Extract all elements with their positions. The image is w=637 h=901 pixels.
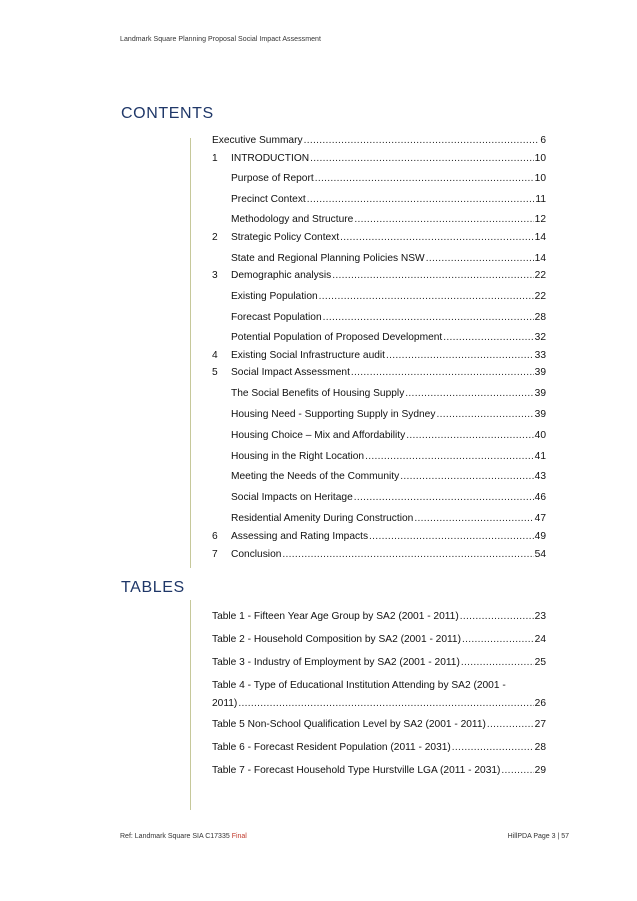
contents-entry[interactable] (212, 231, 546, 245)
contents-entry-number: 6 (212, 531, 218, 542)
contents-dot-leader (340, 231, 534, 245)
contents-entry-page: 49 (534, 531, 546, 542)
contents-entry[interactable] (212, 311, 546, 325)
contents-dot-leader (436, 408, 533, 422)
contents-entry-label: Housing in the Right Location (231, 451, 365, 462)
contents-dot-leader (304, 134, 540, 148)
footer-page-number: HillPDA Page 3 | 57 (507, 833, 569, 840)
tables-dot-leader (452, 741, 534, 755)
contents-entry-label: Housing Need - Supporting Supply in Sydney (231, 409, 436, 420)
tables-dot-leader (460, 610, 534, 624)
contents-entry[interactable] (212, 193, 546, 207)
contents-entry-page: 39 (534, 367, 546, 378)
contents-entry-page: 32 (534, 332, 546, 343)
contents-entry-page: 11 (535, 194, 546, 205)
contents-dot-leader (443, 331, 533, 345)
tables-dot-leader (462, 633, 534, 647)
tables-dot-leader (238, 697, 533, 711)
contents-dot-leader (319, 290, 534, 304)
contents-dot-leader (332, 269, 533, 283)
contents-entry-label: Executive Summary (212, 135, 303, 146)
contents-entry-label: Forecast Population (231, 312, 322, 323)
tables-entry[interactable] (212, 633, 546, 647)
contents-dot-leader (310, 152, 534, 166)
contents-rule (190, 138, 191, 568)
contents-entry-label: Meeting the Needs of the Community (231, 471, 400, 482)
contents-entry[interactable] (212, 134, 546, 148)
footer-reference (120, 833, 247, 840)
contents-entry[interactable] (212, 152, 546, 166)
tables-entry-label: Table 4 - Type of Educational Institution Attending by SA2 (2001 - (212, 680, 506, 691)
contents-entry-page: 46 (534, 492, 546, 503)
contents-entry[interactable] (212, 470, 546, 484)
contents-entry-label: INTRODUCTION (231, 153, 310, 164)
contents-entry-label: Potential Population of Proposed Development (231, 332, 443, 343)
tables-rule (190, 600, 191, 810)
contents-entry-page: 41 (534, 451, 546, 462)
contents-entry-label: Social Impacts on Heritage (231, 492, 353, 503)
contents-entry-label: Existing Social Infrastructure audit (231, 350, 386, 361)
contents-dot-leader (351, 366, 534, 380)
contents-entry[interactable] (212, 252, 546, 266)
tables-entry-continuation[interactable] (212, 697, 546, 711)
contents-entry-number: 5 (212, 367, 218, 378)
contents-entry-number: 4 (212, 350, 218, 361)
tables-entry-label-cont: 2011) (212, 698, 238, 709)
contents-entry-label: Purpose of Report (231, 173, 314, 184)
tables-entry-page: 29 (534, 765, 546, 776)
tables-entry[interactable] (212, 764, 546, 778)
contents-entry[interactable] (212, 429, 546, 443)
tables-entry-page: 27 (534, 719, 546, 730)
tables-entry-page: 28 (534, 742, 546, 753)
contents-entry-page: 47 (534, 513, 546, 524)
contents-entry-page: 14 (534, 232, 546, 243)
contents-entry[interactable] (212, 213, 546, 227)
tables-entry-label: Table 1 - Fifteen Year Age Group by SA2 (2001 - 2011) (212, 611, 459, 622)
contents-entry[interactable] (212, 512, 546, 526)
footer-status: Final (231, 833, 247, 840)
contents-entry-label: Assessing and Rating Impacts (231, 531, 369, 542)
contents-entry-label: The Social Benefits of Housing Supply (231, 388, 405, 399)
contents-entry-label: Demographic analysis (231, 270, 332, 281)
contents-dot-leader (405, 387, 533, 401)
contents-entry-number: 1 (212, 153, 218, 164)
contents-entry-page: 6 (540, 135, 546, 146)
tables-entry[interactable] (212, 610, 546, 624)
contents-entry-page: 43 (534, 471, 546, 482)
contents-entry-label: Conclusion (231, 549, 282, 560)
contents-entry[interactable] (212, 269, 546, 283)
contents-entry[interactable] (212, 530, 546, 544)
contents-entry-page: 22 (534, 270, 546, 281)
contents-entry-page: 33 (534, 350, 546, 361)
contents-entry-label: Residential Amenity During Construction (231, 513, 414, 524)
tables-dot-leader (461, 656, 534, 670)
contents-entry-page: 10 (534, 173, 546, 184)
contents-entry-page: 39 (534, 388, 546, 399)
contents-entry[interactable] (212, 366, 546, 380)
contents-entry-label: Social Impact Assessment (231, 367, 350, 378)
contents-entry-label: State and Regional Planning Policies NSW (231, 253, 425, 264)
tables-entry-label: Table 3 - Industry of Employment by SA2 (2001 - 2011) (212, 657, 460, 668)
tables-entry-page: 26 (534, 698, 546, 709)
contents-entry-page: 54 (534, 549, 546, 560)
contents-entry-page: 12 (534, 214, 546, 225)
contents-heading: CONTENTS (121, 105, 214, 122)
contents-entry[interactable] (212, 450, 546, 464)
tables-entry-page: 24 (534, 634, 546, 645)
contents-entry[interactable] (212, 349, 546, 363)
contents-dot-leader (354, 491, 534, 505)
tables-entry-page: 23 (534, 611, 546, 622)
contents-entry-page: 14 (534, 253, 546, 264)
contents-entry[interactable] (212, 408, 546, 422)
contents-dot-leader (365, 450, 534, 464)
contents-dot-leader (414, 512, 533, 526)
contents-entry[interactable] (212, 172, 546, 186)
tables-entry[interactable] (212, 718, 546, 732)
tables-heading: TABLES (121, 579, 185, 596)
tables-entry[interactable] (212, 656, 546, 670)
contents-entry[interactable] (212, 387, 546, 401)
contents-entry[interactable] (212, 491, 546, 505)
contents-dot-leader (406, 429, 533, 443)
tables-entry-page: 25 (534, 657, 546, 668)
contents-dot-leader (386, 349, 534, 363)
tables-entry-label: Table 7 - Forecast Household Type Hurstville LGA (2011 - 2031) (212, 765, 501, 776)
contents-entry-label: Housing Choice – Mix and Affordability (231, 430, 406, 441)
contents-entry[interactable] (212, 548, 546, 562)
contents-entry-label: Precinct Context (231, 194, 306, 205)
contents-entry[interactable] (212, 331, 546, 345)
tables-entry-label: Table 5 Non-School Qualification Level by SA2 (2001 - 2011) (212, 719, 486, 730)
contents-dot-leader (400, 470, 533, 484)
contents-dot-leader (282, 548, 533, 562)
contents-entry-number: 2 (212, 232, 218, 243)
tables-entry[interactable] (212, 679, 546, 693)
contents-entry-label: Existing Population (231, 291, 318, 302)
contents-dot-leader (315, 172, 534, 186)
contents-entry-page: 39 (534, 409, 546, 420)
contents-entry-page: 28 (534, 312, 546, 323)
tables-entry[interactable] (212, 741, 546, 755)
contents-entry-number: 7 (212, 549, 218, 560)
footer-ref-text: Ref: Landmark Square SIA C17335 (120, 833, 230, 840)
contents-entry-page: 40 (534, 430, 546, 441)
contents-dot-leader (354, 213, 533, 227)
contents-entry[interactable] (212, 290, 546, 304)
tables-dot-leader (487, 718, 534, 732)
contents-dot-leader (426, 252, 534, 266)
contents-dot-leader (307, 193, 535, 207)
tables-entry-label: Table 2 - Household Composition by SA2 (2001 - 2011) (212, 634, 461, 645)
tables-entry-label: Table 6 - Forecast Resident Population (2011 - 2031) (212, 742, 451, 753)
contents-entry-label: Methodology and Structure (231, 214, 354, 225)
running-header: Landmark Square Planning Proposal Social Impact Assessment (120, 36, 321, 43)
contents-dot-leader (323, 311, 534, 325)
contents-entry-page: 10 (534, 153, 546, 164)
contents-entry-number: 3 (212, 270, 218, 281)
contents-entry-label: Strategic Policy Context (231, 232, 340, 243)
tables-dot-leader (501, 764, 533, 778)
contents-entry-page: 22 (534, 291, 546, 302)
contents-dot-leader (369, 530, 534, 544)
